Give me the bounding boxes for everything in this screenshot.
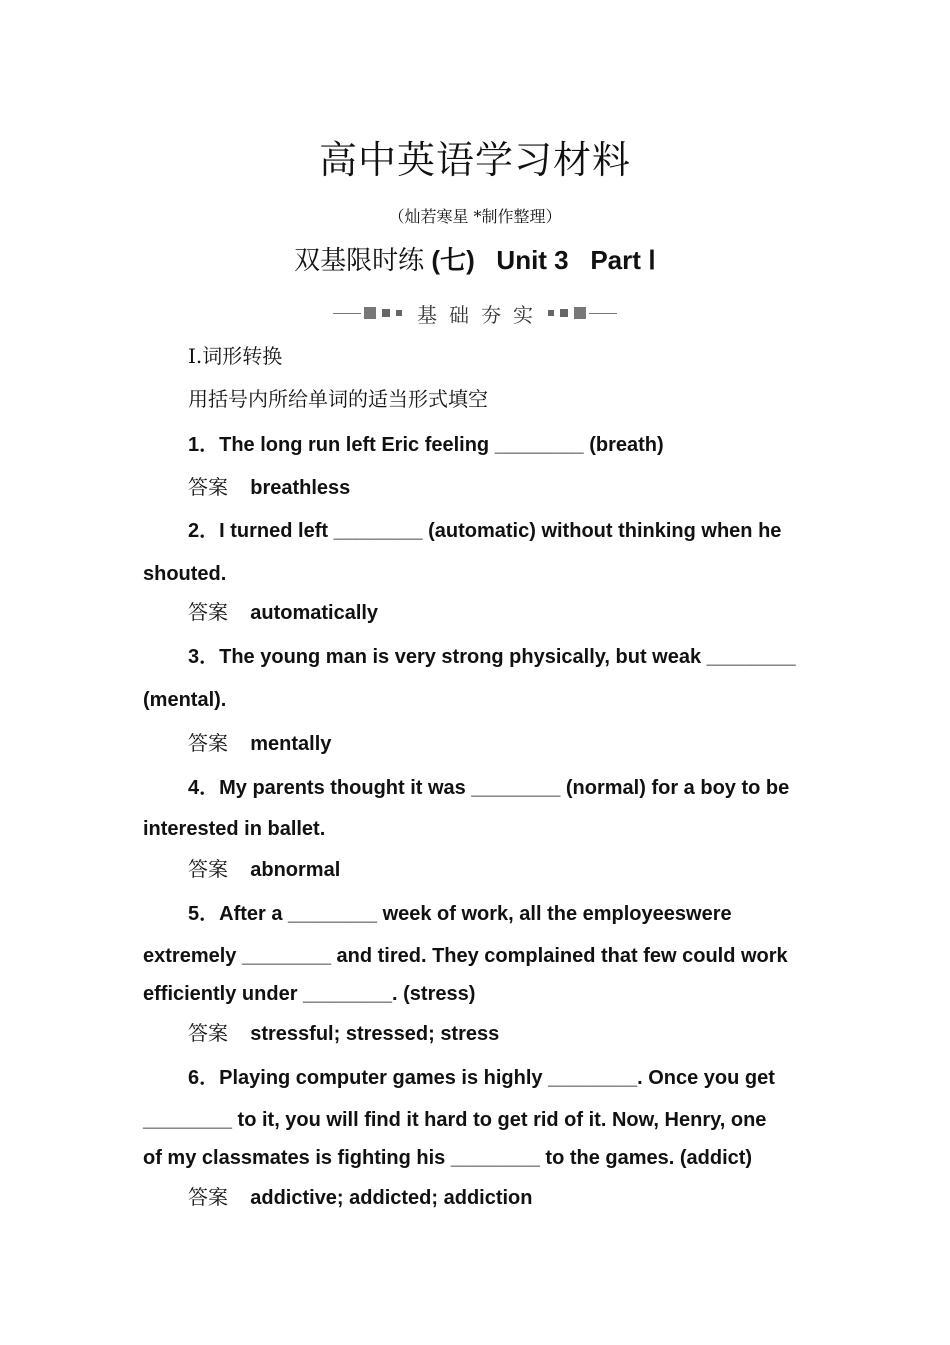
answer-label: 答案 — [188, 1185, 228, 1209]
question-5-line-2: extremely ________ and tired. They complained that few could work — [143, 945, 788, 967]
divider-label: 基础夯实 — [417, 302, 545, 327]
question-5-line-1: 5．After a ________ week of work, all the employeeswere — [188, 903, 732, 925]
answer-label: 答案 — [188, 1021, 228, 1045]
question-6-line-2: ________ to it, you will find it hard to get rid of it. Now, Henry, one — [143, 1109, 767, 1131]
answer-text: breathless — [250, 477, 351, 499]
answer-4 — [188, 854, 340, 885]
answer-2 — [188, 597, 378, 628]
answer-label: 答案 — [188, 475, 228, 499]
divider-ornament-icon — [396, 310, 402, 316]
divider-ornament-icon — [574, 307, 586, 319]
exercise-number: (七) — [431, 245, 475, 275]
divider-rule-right — [589, 313, 617, 314]
answer-1 — [188, 472, 350, 503]
divider-ornament-icon — [560, 309, 568, 317]
question-5-line-3: efficiently under ________. (stress) — [143, 983, 476, 1005]
exercise-unit: Unit 3 — [496, 245, 569, 275]
question-2-line-2: shouted. — [143, 563, 227, 585]
question-6-line-1: 6．Playing computer games is highly ________. Once you get — [188, 1067, 775, 1089]
answer-text: mentally — [250, 733, 332, 755]
section-heading: Ⅰ.词形转换 — [188, 344, 283, 368]
question-4-line-1: 4．My parents thought it was ________ (normal) for a boy to be — [188, 777, 790, 799]
section-divider — [0, 298, 950, 328]
divider-ornament-icon — [548, 310, 554, 316]
answer-label: 答案 — [188, 731, 228, 755]
answer-text: stressful; stressed; stress — [250, 1023, 500, 1045]
exercise-title — [0, 240, 950, 281]
question-6-line-3: of my classmates is fighting his ________ to the games. (addict) — [143, 1147, 753, 1169]
answer-label: 答案 — [188, 600, 228, 624]
answer-5 — [188, 1018, 499, 1049]
divider-rule-left — [333, 313, 361, 314]
exercise-part: Part Ⅰ — [590, 245, 656, 275]
page-title: 高中英语学习材料 — [318, 138, 631, 182]
exercise-title-cn: 双基限时练 — [294, 246, 425, 276]
section-instruction: 用括号内所给单词的适当形式填空 — [188, 387, 488, 411]
question-2-line-1: 2．I turned left ________ (automatic) without thinking when he — [188, 520, 782, 542]
answer-label: 答案 — [188, 857, 228, 881]
question-4-line-2: interested in ballet. — [143, 818, 326, 840]
credit-line: （灿若寒星 *制作整理） — [388, 207, 562, 226]
question-3-line-1: 3．The young man is very strong physically, but weak ________ — [188, 646, 796, 668]
answer-6 — [188, 1182, 533, 1213]
answer-text: addictive; addicted; addiction — [250, 1187, 533, 1209]
question-3-line-2: (mental). — [143, 689, 227, 711]
question-1-line-1: 1．The long run left Eric feeling ________ (breath) — [188, 434, 664, 456]
answer-3 — [188, 728, 331, 759]
divider-ornament-icon — [364, 307, 376, 319]
divider-ornament-icon — [382, 309, 390, 317]
answer-text: automatically — [250, 602, 379, 624]
answer-text: abnormal — [250, 859, 341, 881]
